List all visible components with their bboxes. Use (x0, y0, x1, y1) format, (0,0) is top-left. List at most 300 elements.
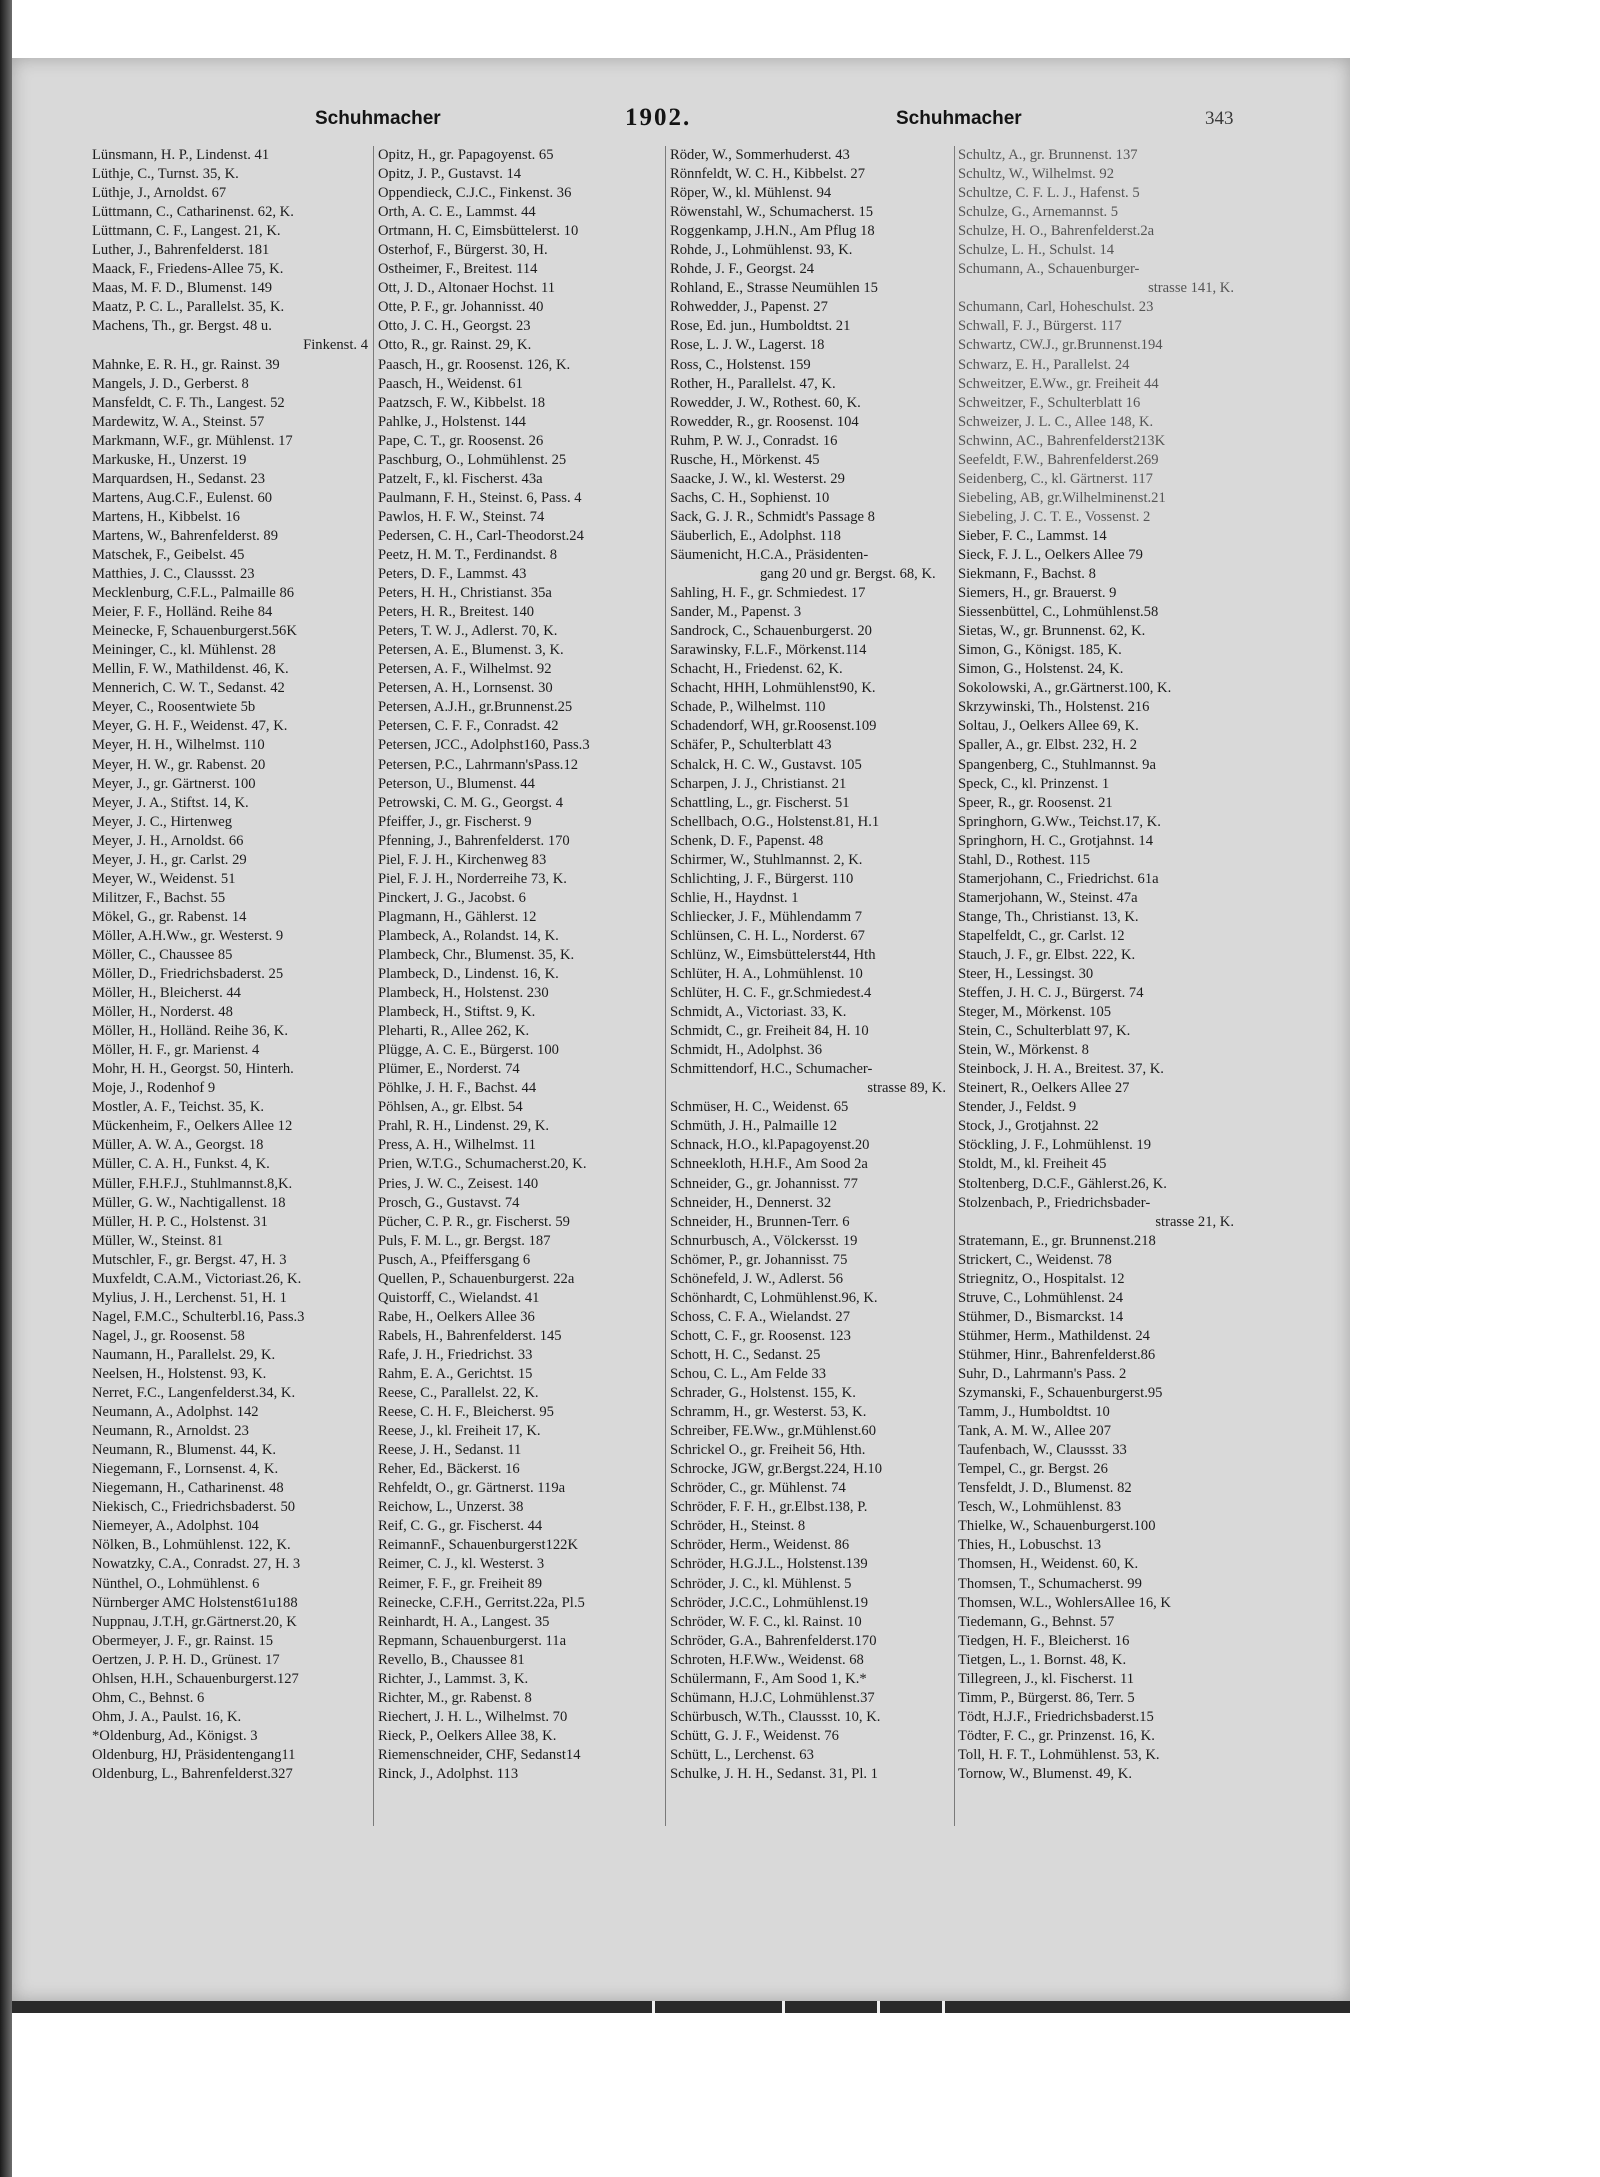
directory-entry: Oldenburg, L., Bahrenfelderst.327 (92, 1765, 293, 1782)
directory-entry: Neumann, R., Blumenst. 44, K. (92, 1442, 277, 1459)
directory-entry: Schirmer, W., Stuhlmannst. 2, K. (670, 851, 863, 868)
directory-entry: Nagel, J., gr. Roosenst. 58 (92, 1327, 245, 1344)
directory-entry: Rohland, E., Strasse Neumühlen 15 (670, 280, 878, 297)
directory-entry: Reese, J., kl. Freiheit 17, K. (378, 1423, 541, 1440)
directory-entry: Riemenschneider, CHF, Sedanst14 (378, 1746, 581, 1763)
directory-entry: Soltau, J., Oelkers Allee 69, K. (958, 718, 1139, 735)
directory-entry: Rieck, P., Oelkers Allee 38, K. (378, 1727, 557, 1744)
directory-entry: Paulmann, F. H., Steinst. 6, Pass. 4 (378, 489, 582, 506)
directory-entry: Stein, C., Schulterblatt 97, K. (958, 1023, 1131, 1040)
directory-entry: Thomsen, T., Schumacherst. 99 (958, 1575, 1142, 1592)
directory-entry: Schweizer, J. L. C., Allee 148, K. (958, 413, 1154, 430)
directory-entry: Schröder, G.A., Bahrenfelderst.170 (670, 1632, 877, 1649)
directory-entry: Stender, J., Feldst. 9 (958, 1099, 1077, 1116)
directory-entry: Schulze, L. H., Schulst. 14 (958, 242, 1115, 259)
directory-entry: Schnack, H.O., kl.Papagoyenst.20 (670, 1137, 870, 1154)
directory-entry: Mangels, J. D., Gerberst. 8 (92, 375, 249, 392)
directory-entry: Schnurbusch, A., Völckersst. 19 (670, 1232, 858, 1249)
directory-entry: Petrowski, C. M. G., Georgst. 4 (378, 794, 563, 811)
directory-entry: Peters, H. H., Christianst. 35a (378, 585, 552, 602)
directory-entry: Saacke, J. W., kl. Westerst. 29 (670, 470, 845, 487)
directory-entry: Pfeiffer, J., gr. Fischerst. 9 (378, 813, 532, 830)
directory-entry: Schalck, H. C. W., Gustavst. 105 (670, 756, 862, 773)
directory-entry: Schadendorf, WH, gr.Roosenst.109 (670, 718, 877, 735)
directory-entry: Puls, F. M. L., gr. Bergst. 187 (378, 1232, 551, 1249)
directory-entry: Oppendieck, C.J.C., Finkenst. 36 (378, 185, 572, 202)
directory-entry: Paasch, H., gr. Roosenst. 126, K. (378, 356, 571, 373)
directory-column-2 (378, 146, 662, 1826)
directory-entry: Oertzen, J. P. H. D., Grünest. 17 (92, 1651, 280, 1668)
directory-entry: Niemeyer, A., Adolphst. 104 (92, 1518, 259, 1535)
book-spine (0, 0, 12, 2177)
directory-entry: strasse 21, K. (1155, 1213, 1234, 1230)
directory-entry: Schülermann, F., Am Sood 1, K.* (670, 1670, 867, 1687)
directory-entry: Möller, H., Bleicherst. 44 (92, 985, 241, 1002)
directory-entry: Schmüth, J. H., Palmaille 12 (670, 1118, 838, 1135)
directory-entry: Stein, W., Mörkenst. 8 (958, 1042, 1089, 1059)
directory-entry: Mecklenburg, C.F.L., Palmaille 86 (92, 585, 295, 602)
directory-entry: Pöhlke, J. H. F., Bachst. 44 (378, 1080, 537, 1097)
directory-entry: Tensfeldt, J. D., Blumenst. 82 (958, 1480, 1132, 1497)
directory-entry: Nagel, F.M.C., Schulterbl.16, Pass.3 (92, 1308, 305, 1325)
directory-entry: Petersen, JCC., Adolphst160, Pass.3 (378, 737, 590, 754)
directory-entry: Speer, R., gr. Roosenst. 21 (958, 794, 1113, 811)
directory-entry: Schlichting, J. F., Bürgerst. 110 (670, 870, 854, 887)
directory-entry: Simon, G., Holstenst. 24, K. (958, 661, 1124, 678)
directory-entry: Tornow, W., Blumenst. 49, K. (958, 1765, 1132, 1782)
directory-entry: Sarawinsky, F.L.F., Mörkenst.114 (670, 642, 867, 659)
directory-entry: Steinbock, J. H. A., Breitest. 37, K. (958, 1061, 1164, 1078)
directory-entry: Möller, A.H.Ww., gr. Westerst. 9 (92, 927, 284, 944)
directory-entry: Martens, Aug.C.F., Eulenst. 60 (92, 489, 273, 506)
directory-column-3 (670, 146, 954, 1826)
directory-entry: Roggenkamp, J.H.N., Am Pflug 18 (670, 223, 875, 240)
directory-entry: Schulke, J. H. H., Sedanst. 31, Pl. 1 (670, 1765, 878, 1782)
directory-entry: Skrzywinski, Th., Holstenst. 216 (958, 699, 1150, 716)
directory-entry: Neumann, R., Arnoldst. 23 (92, 1423, 249, 1440)
directory-entry: Pawlos, H. F. W., Steinst. 74 (378, 508, 545, 525)
directory-entry: Sieber, F. C., Lammst. 14 (958, 527, 1107, 544)
directory-entry: Schrader, G., Holstenst. 155, K. (670, 1385, 856, 1402)
directory-entry: Schenk, D. F., Papenst. 48 (670, 832, 824, 849)
directory-entry: Meyer, W., Weidenst. 51 (92, 870, 236, 887)
directory-entry: Osterhof, F., Bürgerst. 30, H. (378, 242, 548, 259)
directory-entry: Röder, W., Sommerhuderst. 43 (670, 147, 850, 163)
directory-entry: Möller, H., Holländ. Reihe 36, K. (92, 1023, 288, 1040)
directory-entry: Rabe, H., Oelkers Allee 36 (378, 1308, 535, 1325)
directory-entry: Stoldt, M., kl. Freiheit 45 (958, 1156, 1107, 1173)
directory-entry: Rönnfeldt, W. C. H., Kibbelst. 27 (670, 166, 865, 183)
directory-entry: Schroten, H.F.Ww., Weidenst. 68 (670, 1651, 864, 1668)
directory-entry: Petersen, C. F. F., Conradst. 42 (378, 718, 559, 735)
directory-entry: Stoltenberg, D.C.F., Gählerst.26, K. (958, 1175, 1167, 1192)
directory-entry: Sack, G. J. R., Schmidt's Passage 8 (670, 508, 875, 525)
directory-entry: Springhorn, G.Ww., Teichst.17, K. (958, 813, 1161, 830)
directory-entry: Steer, H., Lessingst. 30 (958, 966, 1094, 983)
directory-entry: Reher, Ed., Bäckerst. 16 (378, 1461, 520, 1478)
directory-entry: Maas, M. F. D., Blumenst. 149 (92, 280, 273, 297)
directory-entry: Pöhlsen, A., gr. Elbst. 54 (378, 1099, 523, 1116)
directory-entry: Pücher, C. P. R., gr. Fischerst. 59 (378, 1213, 570, 1230)
directory-entry: Schröder, J. C., kl. Mühlenst. 5 (670, 1575, 852, 1592)
directory-entry: Siebeling, J. C. T. E., Vossenst. 2 (958, 508, 1151, 525)
directory-entry: Taufenbach, W., Claussst. 33 (958, 1442, 1127, 1459)
directory-entry: Rohde, J. F., Georgst. 24 (670, 261, 815, 278)
directory-entry: Stühmer, Herm., Mathildenst. 24 (958, 1327, 1150, 1344)
directory-entry: Maack, F., Friedens-Allee 75, K. (92, 261, 284, 278)
scan-marker (652, 2001, 655, 2013)
directory-entry: Striegnitz, O., Hospitalst. 12 (958, 1270, 1125, 1287)
directory-entry: Spangenberg, C., Stuhlmannst. 9a (958, 756, 1156, 773)
directory-entry: Rusche, H., Mörkenst. 45 (670, 451, 820, 468)
directory-entry: Meyer, C., Roosentwiete 5b (92, 699, 256, 716)
directory-entry: Thomsen, W.L., WohlersAllee 16, K (958, 1594, 1171, 1611)
scan-marker (942, 2001, 945, 2013)
directory-entry: Piel, F. J. H., Norderreihe 73, K. (378, 870, 567, 887)
directory-entry: Obermeyer, J. F., gr. Rainst. 15 (92, 1632, 274, 1649)
directory-entry: Reese, C. H. F., Bleicherst. 95 (378, 1404, 554, 1421)
directory-entry: Schumann, Carl, Hoheschulst. 23 (958, 299, 1154, 316)
directory-entry: Quellen, P., Schauenburgerst. 22a (378, 1270, 575, 1287)
directory-entry: Pedersen, C. H., Carl-Theodorst.24 (378, 527, 584, 544)
directory-entry: Otte, P. F., gr. Johannisst. 40 (378, 299, 544, 316)
directory-entry: Müller, G. W., Nachtigallenst. 18 (92, 1194, 286, 1211)
directory-entry: Petersen, P.C., Lahrmann'sPass.12 (378, 756, 579, 773)
directory-entry: Paatzsch, F. W., Kibbelst. 18 (378, 394, 546, 411)
directory-entry: Schmittendorf, H.C., Schumacher- (670, 1061, 873, 1078)
page-number: 343 (1205, 108, 1234, 129)
directory-entry: Mohr, H. H., Georgst. 50, Hinterh. (92, 1061, 294, 1078)
directory-entry: Mellin, F. W., Mathildenst. 46, K. (92, 661, 289, 678)
directory-entry: Schröder, J.C.C., Lohmühlenst.19 (670, 1594, 869, 1611)
directory-entry: Rafe, J. H., Friedrichst. 33 (378, 1346, 533, 1363)
directory-entry: Marquardsen, H., Sedanst. 23 (92, 470, 266, 487)
directory-entry: Timm, P., Bürgerst. 86, Terr. 5 (958, 1689, 1135, 1706)
directory-entry: Moje, J., Rodenhof 9 (92, 1080, 216, 1097)
directory-entry: Müller, F.H.F.J., Stuhlmannst.8,K. (92, 1175, 293, 1192)
directory-entry: Rohde, J., Lohmühlenst. 93, K. (670, 242, 853, 259)
running-head-year: 1902. (625, 104, 692, 131)
directory-entry: Schrickel O., gr. Freiheit 56, Hth. (670, 1442, 866, 1459)
directory-entry: Mahnke, E. R. H., gr. Rainst. 39 (92, 356, 280, 373)
directory-entry: Lüttmann, C., Catharinenst. 62, K. (92, 204, 294, 221)
directory-entry: Ohm, J. A., Paulst. 16, K. (92, 1708, 242, 1725)
directory-entry: Schott, H. C., Sedanst. 25 (670, 1346, 821, 1363)
directory-entry: Tamm, J., Humboldtst. 10 (958, 1404, 1110, 1421)
directory-entry: Schönhardt, C, Lohmühlenst.96, K. (670, 1289, 878, 1306)
directory-entry: Press, A. H., Wilhelmst. 11 (378, 1137, 536, 1154)
scan-marker (782, 2001, 785, 2013)
directory-entry: Schneekloth, H.H.F., Am Sood 2a (670, 1156, 868, 1173)
directory-entry: Patzelt, F., kl. Fischerst. 43a (378, 470, 543, 487)
directory-entry: Siessenbüttel, C., Lohmühlenst.58 (958, 604, 1159, 621)
directory-entry: Sander, M., Papenst. 3 (670, 604, 802, 621)
directory-entry: Plambeck, H., Stiftst. 9, K. (378, 1004, 536, 1021)
directory-entry: Otto, R., gr. Rainst. 29, K. (378, 337, 532, 354)
directory-entry: Schreiber, FE.Ww., gr.Mühlenst.60 (670, 1423, 876, 1440)
directory-entry: Stange, Th., Christianst. 13, K. (958, 908, 1139, 925)
directory-entry: Opitz, H., gr. Papagoyenst. 65 (378, 147, 554, 163)
directory-entry: Plambeck, H., Holstenst. 230 (378, 985, 549, 1002)
directory-entry: Militzer, F., Bachst. 55 (92, 889, 226, 906)
directory-entry: Stratemann, E., gr. Brunnenst.218 (958, 1232, 1156, 1249)
directory-entry: Meyer, J., gr. Gärtnerst. 100 (92, 775, 256, 792)
directory-entry: Rahm, E. A., Gerichtst. 15 (378, 1366, 533, 1382)
directory-entry: Seefeldt, F.W., Bahrenfelderst.269 (958, 451, 1159, 468)
directory-entry: Mardewitz, W. A., Steinst. 57 (92, 413, 265, 430)
directory-entry: Thomsen, H., Weidenst. 60, K. (958, 1556, 1139, 1573)
directory-entry: Pape, C. T., gr. Roosenst. 26 (378, 432, 544, 449)
directory-entry: Schneider, H., Brunnen-Terr. 6 (670, 1213, 850, 1230)
directory-entry: Meyer, J. C., Hirtenweg (92, 813, 233, 830)
directory-entry: Reichow, L., Unzerst. 38 (378, 1499, 524, 1516)
directory-entry: Müller, H. P. C., Holstenst. 31 (92, 1213, 268, 1230)
directory-entry: Luther, J., Bahrenfelderst. 181 (92, 242, 270, 259)
directory-entry: Schönefeld, J. W., Adlerst. 56 (670, 1270, 844, 1287)
directory-entry: Schott, C. F., gr. Roosenst. 123 (670, 1327, 851, 1344)
directory-entry: Scharpen, J. J., Christianst. 21 (670, 775, 847, 792)
directory-entry: Schmidt, A., Victoriast. 33, K. (670, 1004, 847, 1021)
directory-entry: Pfenning, J., Bahrenfelderst. 170 (378, 832, 570, 849)
directory-entry: Muxfeldt, C.A.M., Victoriast.26, K. (92, 1270, 302, 1287)
directory-entry: Simon, G., Königst. 185, K. (958, 642, 1122, 659)
directory-entry: Struve, C., Lohmühlenst. 24 (958, 1289, 1123, 1306)
directory-entry: Ohlsen, H.H., Schauenburgerst.127 (92, 1670, 299, 1687)
directory-entry: Stock, J., Grotjahnst. 22 (958, 1118, 1099, 1135)
directory-entry: Nowatzky, C.A., Conradst. 27, H. 3 (92, 1556, 301, 1573)
directory-entry: Petersen, A. H., Lornsenst. 30 (378, 680, 553, 697)
directory-entry: Schultz, W., Wilhelmst. 92 (958, 166, 1115, 183)
running-head-right: Schuhmacher (896, 108, 1022, 129)
directory-entry: Schwall, F. J., Bürgerst. 117 (958, 318, 1122, 335)
directory-entry: Rose, L. J. W., Lagerst. 18 (670, 337, 825, 354)
directory-entry: Meyer, G. H. F., Weidenst. 47, K. (92, 718, 288, 735)
directory-entry: Naumann, H., Parallelst. 29, K. (92, 1346, 276, 1363)
directory-entry: Müller, W., Steinst. 81 (92, 1232, 224, 1249)
directory-entry: Stamerjohann, W., Steinst. 47a (958, 889, 1138, 906)
directory-entry: Rohwedder, J., Papenst. 27 (670, 299, 828, 316)
directory-entry: Petersen, A.J.H., gr.Brunnenst.25 (378, 699, 573, 716)
directory-entry: Sandrock, C., Schauenburgerst. 20 (670, 623, 872, 640)
directory-entry: Plambeck, Chr., Blumenst. 35, K. (378, 946, 575, 963)
directory-entry: Martens, H., Kibbelst. 16 (92, 508, 240, 525)
directory-entry: Reimer, C. J., kl. Westerst. 3 (378, 1556, 545, 1573)
scan-marker (877, 2001, 880, 2013)
directory-entry: Schacht, HHH, Lohmühlenst90, K. (670, 680, 876, 697)
directory-entry: Tesch, W., Lohmühlenst. 83 (958, 1499, 1122, 1516)
directory-entry: Schneider, H., Dennerst. 32 (670, 1194, 832, 1211)
directory-entry: Opitz, J. P., Gustavst. 14 (378, 166, 522, 183)
directory-entry: Reinhardt, H. A., Langest. 35 (378, 1613, 550, 1630)
directory-entry: Tiedgen, H. F., Bleicherst. 16 (958, 1632, 1130, 1649)
directory-entry: Toll, H. F. T., Lohmühlenst. 53, K. (958, 1746, 1160, 1763)
directory-entry: Schwinn, AC., Bahrenfelderst213K (958, 432, 1166, 449)
directory-entry: Pries, J. W. C., Zeisest. 140 (378, 1175, 539, 1192)
directory-entry: Nölken, B., Lohmühlenst. 122, K. (92, 1537, 291, 1554)
directory-entry: Sachs, C. H., Sophienst. 10 (670, 489, 830, 506)
directory-entry: Plambeck, A., Rolandst. 14, K. (378, 927, 559, 944)
directory-entry: Piel, F. J. H., Kirchenweg 83 (378, 851, 547, 868)
directory-entry: Seidenberg, C., kl. Gärtnerst. 117 (958, 470, 1153, 487)
directory-entry: Schramm, H., gr. Westerst. 53, K. (670, 1404, 867, 1421)
directory-entry: Steffen, J. H. C. J., Bürgerst. 74 (958, 985, 1144, 1002)
directory-entry: Mostler, A. F., Teichst. 35, K. (92, 1099, 265, 1116)
directory-entry: Plagmann, H., Gählerst. 12 (378, 908, 537, 925)
directory-entry: Reimer, F. F., gr. Freiheit 89 (378, 1575, 543, 1592)
directory-entry: Peterson, U., Blumenst. 44 (378, 775, 535, 792)
directory-entry: Szymanski, F., Schauenburgerst.95 (958, 1385, 1163, 1402)
directory-entry: Stühmer, Hinr., Bahrenfelderst.86 (958, 1346, 1156, 1363)
directory-entry: Neelsen, H., Holstenst. 93, K. (92, 1366, 267, 1382)
column-rule (954, 146, 955, 1826)
directory-entry: Meinecke, F, Schauenburgerst.56K (92, 623, 297, 640)
directory-entry: Tank, A. M. W., Allee 207 (958, 1423, 1112, 1440)
directory-entry: Nürnberger AMC Holstenst61u188 (92, 1594, 298, 1611)
scan-bottom-strip (12, 2001, 1350, 2013)
directory-entry: Schumann, A., Schauenburger- (958, 261, 1140, 278)
directory-entry: Schlünz, W., Eimsbüttelerst44, Hth (670, 946, 876, 963)
directory-entry: Schade, P., Wilhelmst. 110 (670, 699, 826, 716)
directory-entry: Spaller, A., gr. Elbst. 232, H. 2 (958, 737, 1137, 754)
directory-entry: Thielke, W., Schauenburgerst.100 (958, 1518, 1156, 1535)
directory-entry: Reinecke, C.F.H., Gerritst.22a, Pl.5 (378, 1594, 585, 1611)
directory-entry: Thies, H., Lobuschst. 13 (958, 1537, 1102, 1554)
directory-entry: Petersen, A. F., Wilhelmst. 92 (378, 661, 552, 678)
directory-entry: Möller, H. F., gr. Marienst. 4 (92, 1042, 260, 1059)
directory-entry: Mückenheim, F., Oelkers Allee 12 (92, 1118, 293, 1135)
directory-entry: Oldenburg, HJ, Präsidentengang11 (92, 1746, 296, 1763)
directory-entry: Pleharti, R., Allee 262, K. (378, 1023, 530, 1040)
directory-entry: Säuberlich, E., Adolphst. 118 (670, 527, 841, 544)
directory-entry: Röwenstahl, W., Schumacherst. 15 (670, 204, 874, 221)
directory-entry: Pinckert, J. G., Jacobst. 6 (378, 889, 526, 906)
directory-entry: Säumenicht, H.C.A., Präsidenten- (670, 546, 869, 563)
directory-entry: Schulze, G., Arnemannst. 5 (958, 204, 1119, 221)
directory-entry: Nerret, F.C., Langenfelderst.34, K. (92, 1385, 296, 1402)
directory-entry: Lüthje, J., Arnoldst. 67 (92, 185, 227, 202)
directory-entry: Nuppnau, J.T.H, gr.Gärtnerst.20, K (92, 1613, 297, 1630)
directory-entry: Mutschler, F., gr. Bergst. 47, H. 3 (92, 1251, 287, 1268)
directory-entry: Möller, D., Friedrichsbaderst. 25 (92, 966, 284, 983)
directory-entry: Schütt, G. J. F., Weidenst. 76 (670, 1727, 839, 1744)
directory-entry: Ohm, C., Behnst. 6 (92, 1689, 205, 1706)
directory-entry: Quistorff, C., Wielandst. 41 (378, 1289, 540, 1306)
directory-entry: Tiedemann, G., Behnst. 57 (958, 1613, 1115, 1630)
directory-entry: Steger, M., Mörkenst. 105 (958, 1004, 1112, 1021)
directory-entry: Tödt, H.J.F., Friedrichsbaderst.15 (958, 1708, 1154, 1725)
directory-entry: strasse 89, K. (867, 1080, 946, 1097)
directory-entry: Schweitzer, E.Ww., gr. Freiheit 44 (958, 375, 1159, 392)
directory-entry: Siebeling, AB, gr.Wilhelminenst.21 (958, 489, 1166, 506)
directory-entry: Schwartz, CW.J., gr.Brunnenst.194 (958, 337, 1163, 354)
directory-entry: Plümer, E., Norderst. 74 (378, 1061, 520, 1078)
directory-entry: Plambeck, D., Lindenst. 16, K. (378, 966, 559, 983)
directory-entry: Sahling, H. F., gr. Schmiedest. 17 (670, 585, 866, 602)
directory-entry: Schlie, H., Haydnst. 1 (670, 889, 799, 906)
directory-entry: Petersen, A. E., Blumenst. 3, K. (378, 642, 564, 659)
directory-entry: ReimannF., Schauenburgerst122K (378, 1537, 579, 1554)
directory-entry: Schoss, C. F. A., Wielandst. 27 (670, 1308, 851, 1325)
directory-entry: *Oldenburg, Ad., Königst. 3 (92, 1727, 258, 1744)
directory-entry: Schweitzer, F., Schulterblatt 16 (958, 394, 1141, 411)
directory-entry: Reif, C. G., gr. Fischerst. 44 (378, 1518, 543, 1535)
directory-entry: Paschburg, O., Lohmühlenst. 25 (378, 451, 567, 468)
directory-entry: Richter, J., Lammst. 3, K. (378, 1670, 529, 1687)
directory-entry: Schömer, P., gr. Johannisst. 75 (670, 1251, 848, 1268)
directory-entry: Schliecker, J. F., Mühlendamm 7 (670, 908, 862, 925)
directory-entry: Springhorn, H. C., Grotjahnst. 14 (958, 832, 1153, 849)
directory-entry: Mansfeldt, C. F. Th., Langest. 52 (92, 394, 285, 411)
directory-entry: Finkenst. 4 (303, 337, 368, 354)
directory-entry: Meininger, C., kl. Mühlenst. 28 (92, 642, 276, 659)
directory-entry: Schröder, H., Steinst. 8 (670, 1518, 806, 1535)
directory-entry: Ostheimer, F., Breitest. 114 (378, 261, 538, 278)
directory-entry: Matthies, J. C., Claussst. 23 (92, 566, 255, 583)
directory-entry: Stauch, J. F., gr. Elbst. 222, K. (958, 946, 1136, 963)
column-rule (665, 146, 666, 1826)
directory-entry: Stöckling, J. F., Lohmühlenst. 19 (958, 1137, 1152, 1154)
directory-entry: Mennerich, C. W. T., Sedanst. 42 (92, 680, 285, 697)
directory-entry: Pusch, A., Pfeiffersgang 6 (378, 1251, 531, 1268)
directory-entry: Schlünsen, C. H. L., Norderst. 67 (670, 927, 865, 944)
directory-entry: Siekmann, F., Bachst. 8 (958, 566, 1096, 583)
directory-entry: Schacht, H., Friedenst. 62, K. (670, 661, 843, 678)
directory-entry: Schlüter, H. A., Lohmühlenst. 10 (670, 966, 863, 983)
directory-entry: strasse 141, K. (1148, 280, 1234, 297)
directory-entry: Schürbusch, W.Th., Claussst. 10, K. (670, 1708, 881, 1725)
directory-entry: Matschek, F., Geibelst. 45 (92, 546, 245, 563)
directory-entry: Möller, H., Norderst. 48 (92, 1004, 233, 1021)
directory-entry: Schmidt, H., Adolphst. 36 (670, 1042, 823, 1059)
directory-entry: Schröder, W. F. C., kl. Rainst. 10 (670, 1613, 862, 1630)
directory-entry: Prien, W.T.G., Schumacherst.20, K. (378, 1156, 587, 1173)
directory-entry: Sokolowski, A., gr.Gärtnerst.100, K. (958, 680, 1172, 697)
directory-entry: Schrocke, JGW, gr.Bergst.224, H.10 (670, 1461, 883, 1478)
directory-entry: gang 20 und gr. Bergst. 68, K. (760, 566, 936, 583)
directory-entry: Riechert, J. H. L., Wilhelmst. 70 (378, 1708, 568, 1725)
directory-entry: Ruhm, P. W. J., Conradst. 16 (670, 432, 838, 449)
directory-entry: Siemers, H., gr. Brauerst. 9 (958, 585, 1117, 602)
directory-entry: Meyer, J. H., Arnoldst. 66 (92, 832, 244, 849)
directory-entry: Schlüter, H. C. F., gr.Schmiedest.4 (670, 985, 872, 1002)
directory-entry: Müller, A. W. A., Georgst. 18 (92, 1137, 264, 1154)
directory-entry: Schmidt, C., gr. Freiheit 84, H. 10 (670, 1023, 869, 1040)
directory-entry: Meyer, H. W., gr. Rabenst. 20 (92, 756, 266, 773)
directory-entry: Peters, D. F., Lammst. 43 (378, 566, 527, 583)
directory-entry: Speck, C., kl. Prinzenst. 1 (958, 775, 1110, 792)
directory-entry: Sieck, F. J. L., Oelkers Allee 79 (958, 546, 1143, 563)
directory-entry: Schattling, L., gr. Fischerst. 51 (670, 794, 850, 811)
directory-entry: Lüthje, C., Turnst. 35, K. (92, 166, 239, 183)
directory-entry: Lünsmann, H. P., Lindenst. 41 (92, 147, 270, 163)
directory-entry: Maatz, P. C. L., Parallelst. 35, K. (92, 299, 285, 316)
directory-entry: Mökel, G., gr. Rabenst. 14 (92, 908, 247, 925)
directory-entry: Stamerjohann, C., Friedrichst. 61a (958, 870, 1159, 887)
directory-entry: Schröder, Herm., Weidenst. 86 (670, 1537, 850, 1554)
directory-entry: Revello, B., Chaussee 81 (378, 1651, 525, 1668)
directory-column-4 (958, 146, 1242, 1826)
directory-entry: Mylius, J. H., Lerchenst. 51, H. 1 (92, 1289, 287, 1306)
directory-entry: Schütt, L., Lerchenst. 63 (670, 1746, 814, 1763)
directory-entry: Meyer, J. A., Stiftst. 14, K. (92, 794, 249, 811)
directory-entry: Niegemann, H., Catharinenst. 48 (92, 1480, 284, 1497)
directory-entry: Nünthel, O., Lohmühlenst. 6 (92, 1575, 260, 1592)
directory-entry: Rehfeldt, O., gr. Gärtnerst. 119a (378, 1480, 566, 1497)
directory-entry: Lüttmann, C. F., Langest. 21, K. (92, 223, 281, 240)
directory-entry: Plügge, A. C. E., Bürgerst. 100 (378, 1042, 559, 1059)
directory-entry: Machens, Th., gr. Bergst. 48 u. (92, 318, 272, 335)
directory-entry: Schneider, G., gr. Johannisst. 77 (670, 1175, 858, 1192)
